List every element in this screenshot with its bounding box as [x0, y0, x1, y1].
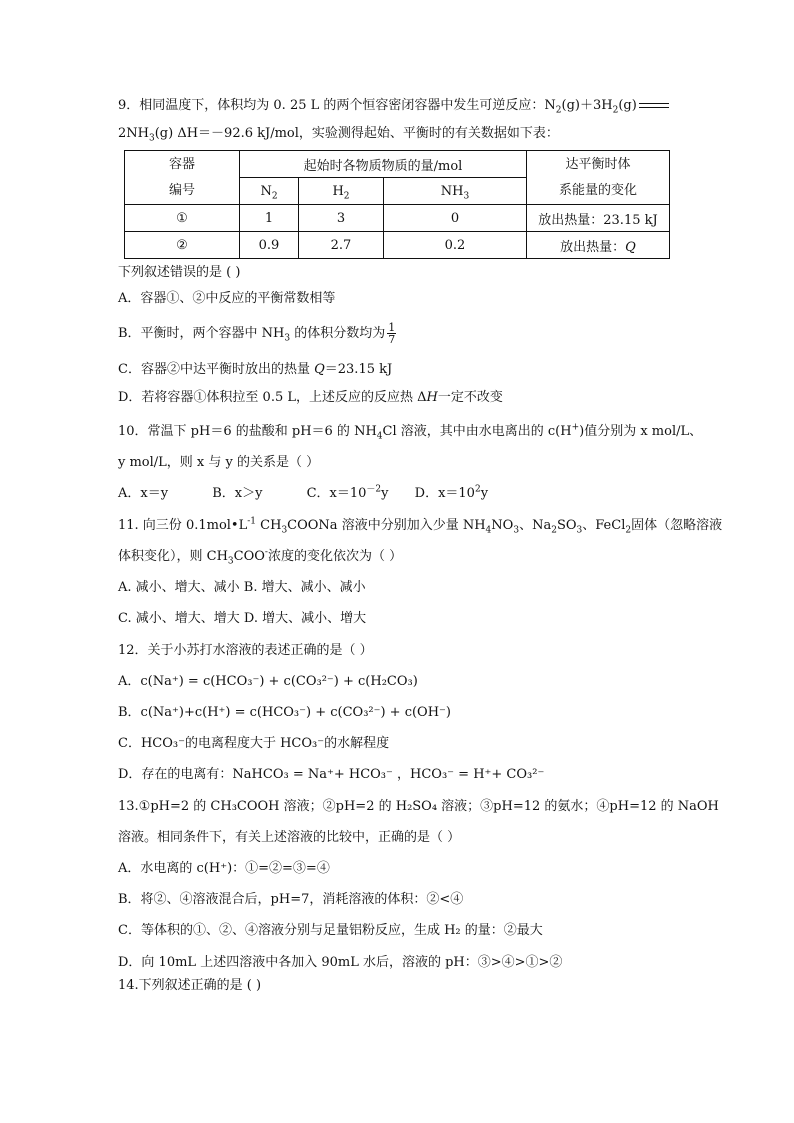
- q10-stem-c: )值分别为 x mol/L、: [579, 424, 703, 439]
- q9-stem-line2: $2NH_3(g)$ ΔH＝－92.6 kJ/mol，实验测得起始、平衡时的有关数据如下表：: [118, 126, 559, 144]
- q12-option-b: B．c(Na⁺)+c(H⁺) = c(HCO₃⁻) + c(CO₃²⁻) + c(OH⁻): [118, 705, 451, 720]
- header-container-line1: 容器: [168, 156, 195, 172]
- q11-e: 、Na: [519, 518, 552, 533]
- q11-g: 、FeCl: [582, 518, 626, 533]
- q9-stem-line1: 9．相同温度下，体积均为 0. 25 L 的两个恒容密闭容器中发生可逆反应：$N_2(g)+3H_2(g)$: [118, 98, 669, 114]
- q10-c-a: C．x＝10: [306, 486, 367, 501]
- q9-data-table: [124, 150, 670, 259]
- h2-label: H: [332, 183, 344, 199]
- q11-d: NO: [491, 518, 514, 533]
- q13-stem-line2: 溶液。相同条件下，有关上述溶液的比较中，正确的是（ ）: [118, 830, 461, 845]
- table-header-energy: [527, 151, 670, 205]
- q9-stem2-text-a: 2NH: [118, 126, 149, 141]
- q9-question: 下列叙述错误的是 ( ): [118, 265, 241, 280]
- row-id: ①: [125, 205, 240, 232]
- q9-c-text-a: C．容器②中达平衡时放出的热量: [118, 362, 315, 377]
- q13-stem-line1: 13.①pH=2 的 CH₃COOH 溶液；②pH=2 的 H₂SO₄ 溶液；③pH=12 的氨水；④pH=12 的 NaOH: [118, 799, 719, 814]
- table-header-nh3: $NH_3$: [384, 178, 527, 205]
- q13-option-b: B．将②、④溶液混合后，pH=7，消耗溶液的体积：②<④: [118, 892, 464, 907]
- row-nh3: 0: [384, 205, 527, 232]
- q12-option-c: C．HCO₃⁻的电离程度大于 HCO₃⁻的水解程度: [118, 736, 390, 751]
- row-energy-prefix: 放出热量：: [560, 239, 626, 255]
- q10-stem-line2: y mol/L，则 x 与 y 的关系是（ ）: [118, 455, 320, 470]
- q10-d-sup: 2: [474, 484, 481, 495]
- q10-stem-b: Cl 溶液，其中由水电离出的 c(H: [382, 424, 572, 439]
- q11-c: COONa 溶液中分别加入少量 NH: [287, 518, 486, 533]
- row-nh3: 0.2: [384, 232, 527, 259]
- q11-a: 11. 向三份 0.1mol•L: [118, 518, 248, 533]
- q11-b: CH: [256, 518, 282, 533]
- equilibrium-arrow-icon: [639, 103, 669, 109]
- q9-c-text-b: ＝23.15 kJ: [324, 362, 393, 377]
- row-id: ②: [125, 232, 240, 259]
- q9-d-text-a: D．若将容器①体积拉至 0.5 L，上述反应的反应热 Δ: [118, 390, 427, 405]
- q9-d-var: H: [426, 390, 438, 405]
- q13-option-a: A．水电离的 c(H⁺)：①=②=③=④: [118, 861, 330, 876]
- row-h2: 2.7: [299, 232, 384, 259]
- q13-option-c: C．等体积的①、②、④溶液分别与足量铝粉反应，生成 H₂ 的量：②最大: [118, 923, 543, 938]
- q11-options-ab: A. 减小、增大、减小 B. 增大、减小、减小: [118, 580, 366, 595]
- q9-option-c: [118, 362, 392, 378]
- row-n2: 0.9: [240, 232, 299, 259]
- q11-2a: 体积变化），则 CH: [118, 549, 228, 564]
- row-h2: 3: [299, 205, 384, 232]
- q10-options: [118, 486, 488, 502]
- q10-c-sup: －2: [366, 484, 382, 495]
- q11-2c: 浓度的变化依次为（ ）: [267, 549, 403, 564]
- q11-2b: COO: [233, 549, 265, 564]
- q10-option-b: B．x＞y: [212, 486, 263, 501]
- q12-option-d: D．存在的电离有：NaHCO₃ = Na⁺+ HCO₃⁻ ，HCO₃⁻ = H⁺+ CO₃²⁻: [118, 767, 545, 782]
- q10-stem-a: 10．常温下 pH＝6 的盐酸和 pH＝6 的 NH: [118, 424, 377, 439]
- q11-sup: -1: [247, 516, 257, 527]
- n2-label: N: [260, 183, 272, 199]
- q10-d-a: D．x＝10: [414, 486, 475, 501]
- q14-stem: 14.下列叙述正确的是 ( ): [118, 978, 262, 993]
- table-header-start: 起始时各物质物质的量/mol: [240, 151, 527, 178]
- q11-stem-line1: 11. 向三份 $0.1mol•L^{-1}$ $CH_3COONa$ 溶液中分别加入少量 $NH_4NO_3$、$Na_2SO_3$、FeCl$_2$固体（忽略溶液: [118, 516, 723, 536]
- table-header-n2: $N_2$: [240, 178, 299, 205]
- row-energy: 放出热量：23.15 kJ: [527, 205, 670, 232]
- q9-option-d: [118, 390, 503, 406]
- q10-option-c: [307, 486, 389, 501]
- q10-stem-line1: 10．常温下 pH＝6 的盐酸和 pH＝6 的 $NH_4Cl$ 溶液，其中由水电离出的 c(H+)值分别为 x mol/L、: [118, 422, 703, 442]
- q9-stem2-text-b: (g) ΔH＝－92.6 kJ/mol，实验测得起始、平衡时的有关数据如下表：: [154, 126, 559, 141]
- q9-option-a: A．容器①、②中反应的平衡常数相等: [118, 291, 336, 306]
- q9-b-text-b: 的体积分数均为: [290, 326, 386, 341]
- q10-option-d: [415, 486, 488, 501]
- q9-option-b: B．平衡时，两个容器中 $NH_3$ 的体积分数均为 $\frac{1}{7}$: [118, 321, 396, 346]
- q11-h: 固体（忽略溶液: [631, 518, 723, 533]
- q9-stem-text-a: (g)＋3H: [561, 98, 613, 113]
- table-row: [125, 205, 670, 232]
- nh3-label: NH: [440, 183, 464, 199]
- fraction: [387, 322, 396, 345]
- q11-stem-line2: 体积变化），则 $CH_3COO^-$浓度的变化依次为（ ）: [118, 547, 403, 567]
- q10-option-a: A．x＝y: [118, 486, 169, 501]
- row-n2: 1: [240, 205, 299, 232]
- table-row: [125, 232, 670, 259]
- row-energy-var: Q: [625, 239, 636, 255]
- q9-stem-text-b: (g): [618, 98, 637, 113]
- q11-f: SO: [556, 518, 577, 533]
- q9-stem-text: 9．相同温度下，体积均为 0. 25 L 的两个恒容密闭容器中发生可逆反应：N: [118, 98, 556, 113]
- q10-c-b: y: [381, 486, 389, 501]
- fraction-denominator: 7: [388, 333, 396, 346]
- q9-d-text-b: 一定不改变: [437, 390, 503, 405]
- header-container-line2: 编号: [168, 182, 195, 198]
- q13-option-d: D．向 10mL 上述四溶液中各加入 90mL 水后，溶液的 pH：③>④>①>②: [118, 955, 563, 970]
- q11-options-cd: C. 减小、增大、增大 D. 增大、减小、增大: [118, 611, 367, 626]
- q9-c-var: Q: [314, 362, 325, 377]
- q9-b-text-a: B．平衡时，两个容器中 NH: [118, 326, 285, 341]
- header-energy-line2: 系能量的变化: [558, 182, 637, 198]
- row-energy: [527, 232, 670, 259]
- q10-d-b: y: [480, 486, 489, 501]
- q12-stem: 12．关于小苏打水溶液的表述正确的是（ ）: [118, 643, 373, 658]
- q12-option-a: A．c(Na⁺) = c(HCO₃⁻) + c(CO₃²⁻) + c(H₂CO₃): [118, 674, 418, 689]
- table-header-h2: $H_2$: [299, 178, 384, 205]
- fraction-numerator: 1: [388, 321, 396, 334]
- table-header-container: [125, 151, 240, 205]
- header-energy-line1: 达平衡时体: [565, 156, 631, 172]
